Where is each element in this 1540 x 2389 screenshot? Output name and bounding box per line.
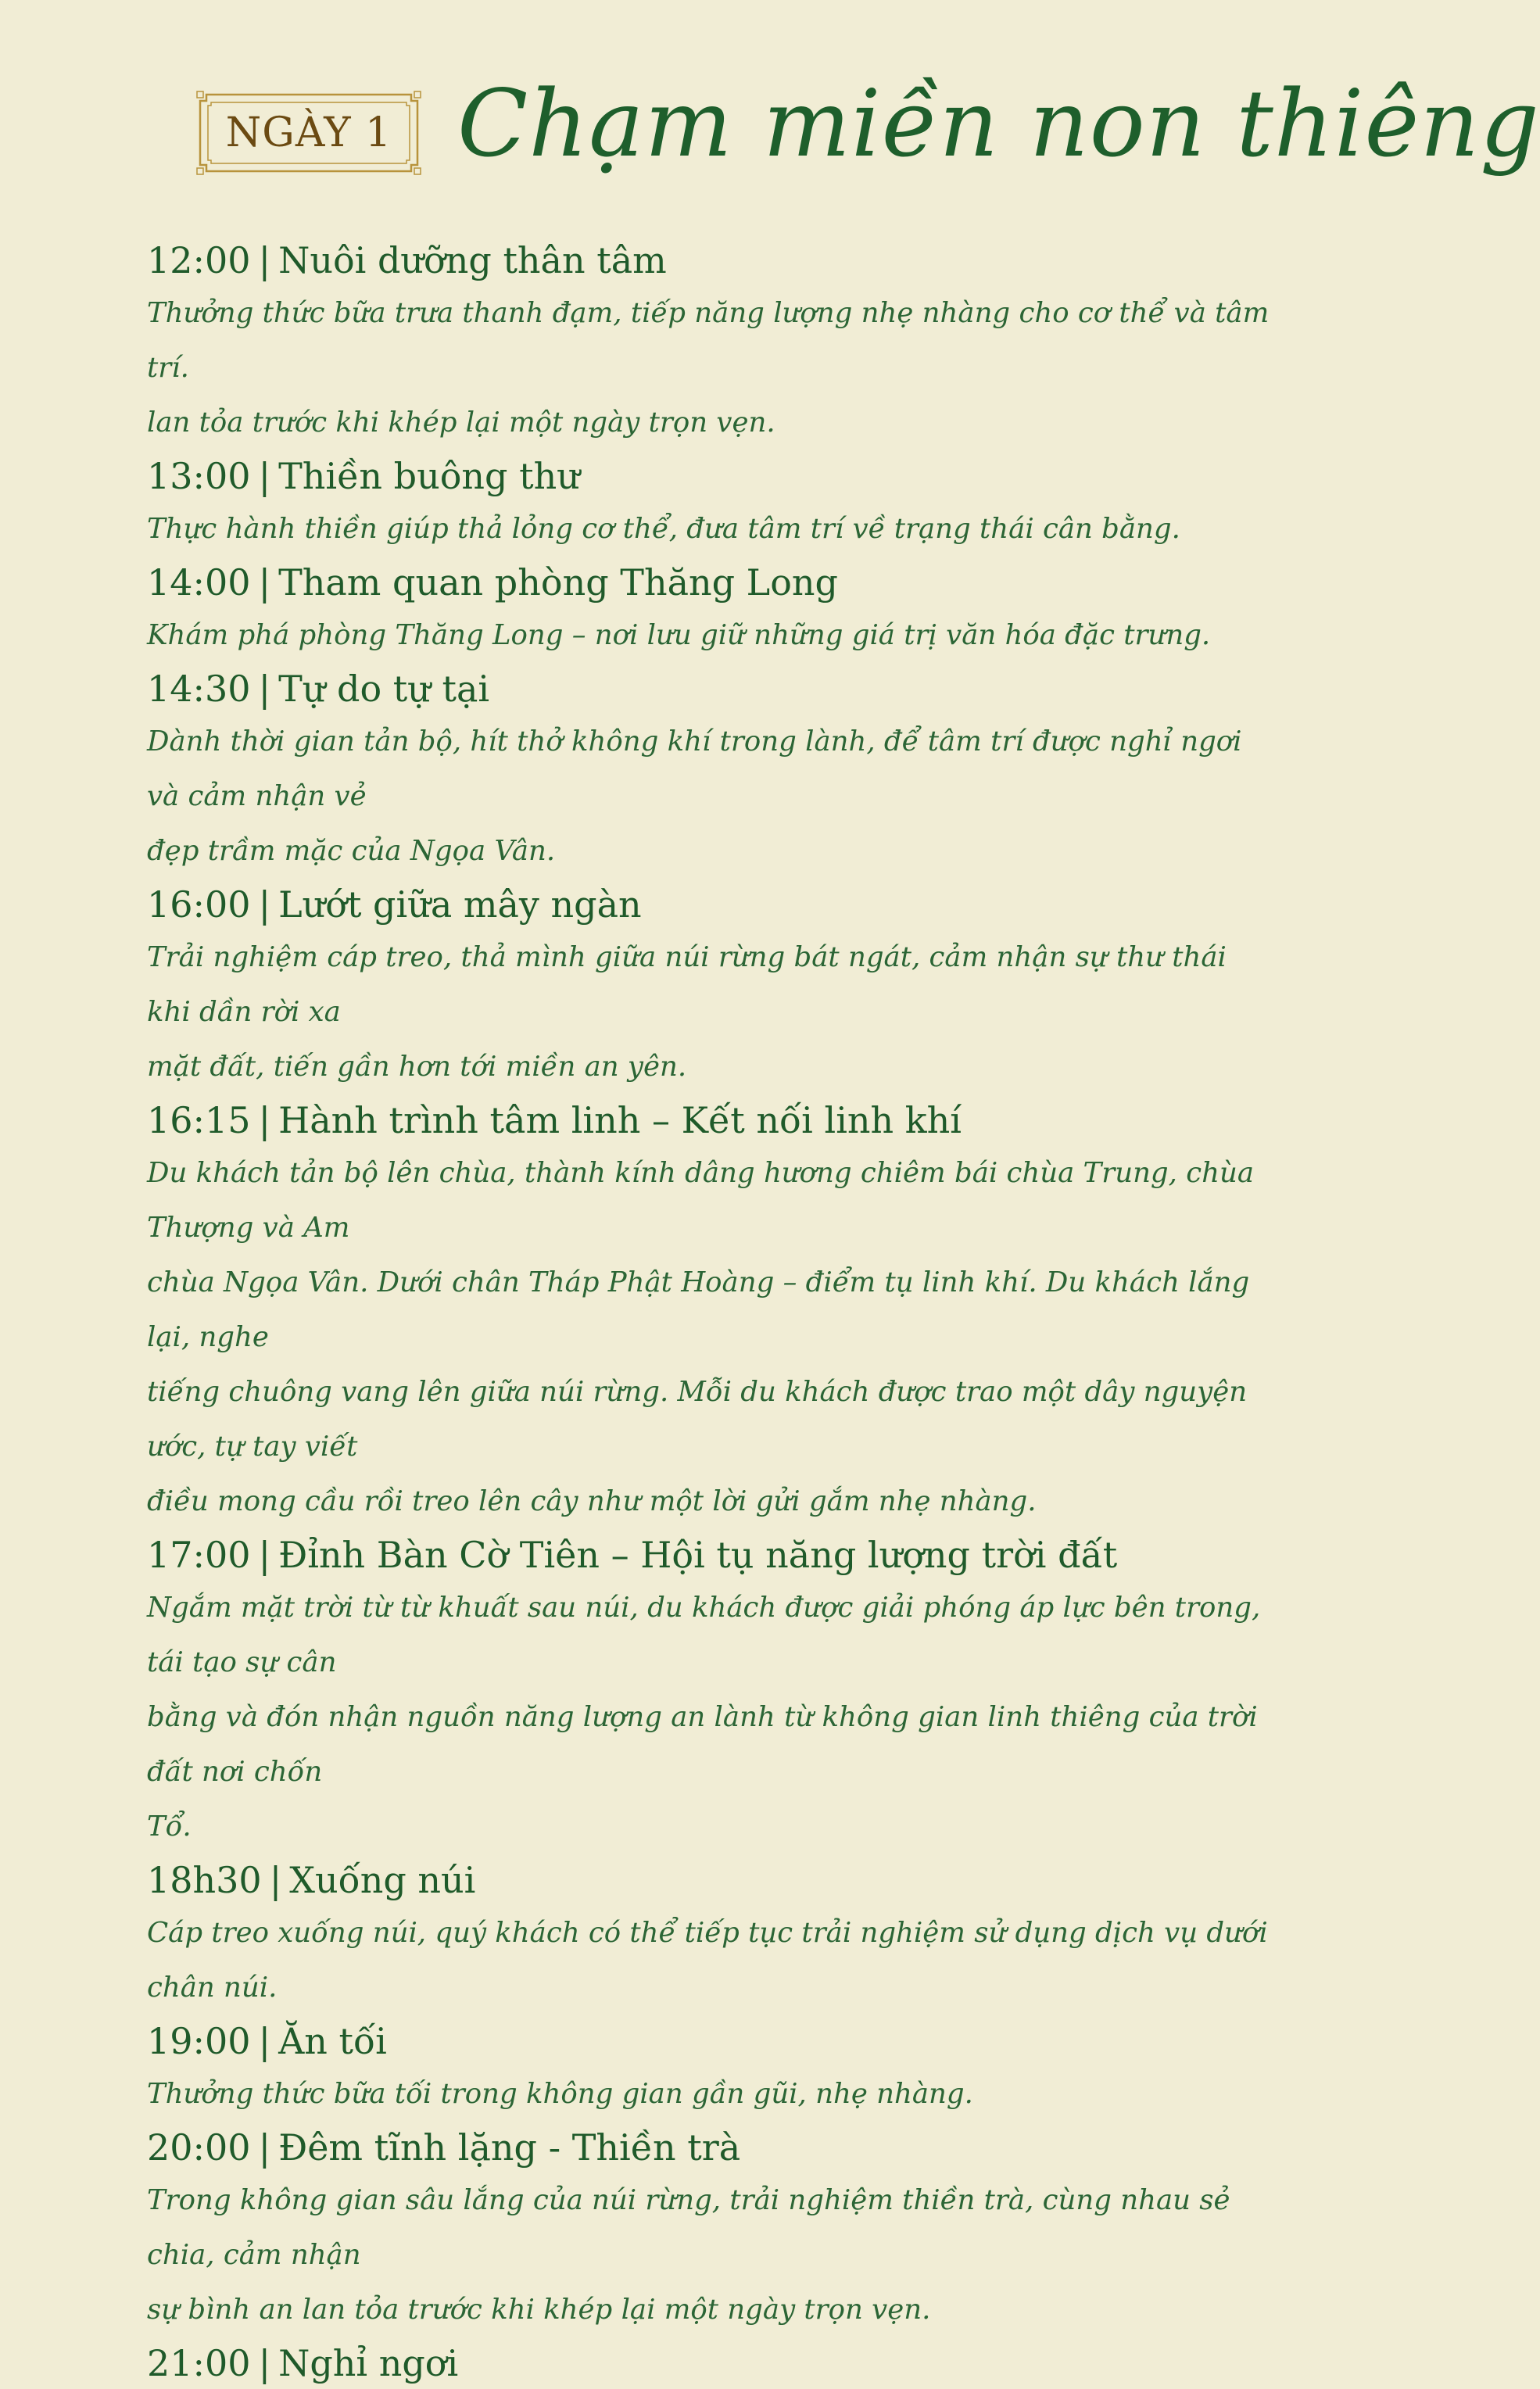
schedule-entry: [147, 1529, 1273, 1854]
entry-description-line: điều mong cầu rồi treo lên cây như một lời gửi gắm nhẹ nhàng.: [147, 1485, 1037, 1517]
entry-heading: [147, 663, 1273, 715]
entry-title: Thiền buông thư: [278, 455, 580, 497]
separator: |: [258, 668, 271, 710]
schedule-entry: [147, 557, 1273, 663]
entry-description-line: Dành thời gian tản bộ, hít thở không khí trong lành, để tâm trí được nghỉ ngơi và cảm nhận vẻ: [147, 725, 1242, 812]
entry-heading: [147, 235, 1273, 286]
entry-description-line: Ngắm mặt trời từ từ khuất sau núi, du khách được giải phóng áp lực bên trong, tái tạo sự cân: [147, 1592, 1261, 1678]
entry-description-line: đẹp trầm mặc của Ngọa Vân.: [147, 835, 556, 867]
schedule-entry: [147, 2015, 1273, 2122]
schedule-entry: [147, 879, 1273, 1094]
separator: |: [258, 239, 271, 281]
entry-time: 14:00: [147, 561, 251, 604]
page-title: Chạm miền non thiêng: [457, 70, 1540, 177]
entry-title: Tự do tự tại: [278, 668, 490, 710]
entry-heading: [147, 557, 1273, 608]
separator: |: [258, 2020, 271, 2062]
separator: |: [258, 455, 271, 497]
entry-description-line: chùa Ngọa Vân. Dưới chân Tháp Phật Hoàng – điểm tụ linh khí. Du khách lắng lại, nghe: [147, 1266, 1250, 1353]
entry-title: Nuôi dưỡng thân tâm: [278, 239, 667, 281]
day-badge-label: NGÀY 1: [225, 109, 392, 156]
entry-time: 19:00: [147, 2020, 251, 2062]
entry-title: Đỉnh Bàn Cờ Tiên – Hội tụ năng lượng trời đất: [278, 1534, 1118, 1576]
entry-heading: [147, 1854, 1273, 1906]
entry-description-line: Trải nghiệm cáp treo, thả mình giữa núi rừng bát ngát, cảm nhận sự thư thái khi dần rời xa: [147, 941, 1227, 1028]
entry-heading: [147, 2122, 1273, 2173]
entry-heading: [147, 2337, 1273, 2389]
separator: |: [258, 561, 271, 604]
schedule-list: [147, 235, 1273, 2389]
entry-time: 12:00: [147, 239, 251, 281]
entry-time: 16:00: [147, 883, 251, 926]
entry-time: 14:30: [147, 668, 251, 710]
entry-description-line: Cáp treo xuống núi, quý khách có thể tiếp tục trải nghiệm sử dụng dịch vụ dưới chân núi.: [147, 1917, 1268, 2004]
entry-description-line: Thưởng thức bữa tối trong không gian gần gũi, nhẹ nhàng.: [147, 2078, 973, 2110]
entry-title: Nghỉ ngơi: [278, 2342, 459, 2384]
entry-heading: [147, 2015, 1273, 2067]
separator: |: [258, 1534, 271, 1576]
entry-heading: [147, 450, 1273, 502]
separator: |: [269, 1859, 282, 1901]
entry-heading: [147, 1094, 1273, 1146]
entry-heading: [147, 879, 1273, 930]
schedule-entry: [147, 1094, 1273, 1529]
entry-description-line: Thực hành thiền giúp thả lỏng cơ thể, đưa tâm trí về trạng thái cân bằng.: [147, 513, 1180, 545]
separator: |: [258, 2126, 271, 2169]
entry-title: Đêm tĩnh lặng - Thiền trà: [278, 2126, 741, 2169]
entry-title: Hành trình tâm linh – Kết nối linh khí: [278, 1099, 962, 1141]
separator: |: [258, 1099, 271, 1141]
entry-description-line: Tổ.: [147, 1811, 192, 1843]
separator: |: [258, 883, 271, 926]
entry-title: Tham quan phòng Thăng Long: [278, 561, 838, 604]
entry-description-line: mặt đất, tiến gần hơn tới miền an yên.: [147, 1051, 687, 1083]
schedule-entry: [147, 450, 1273, 557]
entry-description-line: bằng và đón nhận nguồn năng lượng an lành từ không gian linh thiêng của trời đất nơi chốn: [147, 1701, 1258, 1788]
entry-description-line: sự bình an lan tỏa trước khi khép lại một ngày trọn vẹn.: [147, 2294, 931, 2326]
day-badge: [195, 90, 422, 176]
separator: |: [258, 2342, 271, 2384]
entry-description-line: Trong không gian sâu lắng của núi rừng, trải nghiệm thiền trà, cùng nhau sẻ chia, cảm nhận: [147, 2184, 1230, 2271]
entry-time: 18h30: [147, 1859, 262, 1901]
entry-time: 20:00: [147, 2126, 251, 2169]
entry-description-line: lan tỏa trước khi khép lại một ngày trọn vẹn.: [147, 407, 775, 439]
schedule-entry: [147, 2122, 1273, 2337]
schedule-entry: [147, 235, 1273, 450]
entry-title: Lướt giữa mây ngàn: [278, 883, 642, 926]
day-header: [195, 70, 1540, 231]
entry-time: 17:00: [147, 1534, 251, 1576]
entry-description-line: Thưởng thức bữa trưa thanh đạm, tiếp năng lượng nhẹ nhàng cho cơ thể và tâm trí.: [147, 297, 1270, 384]
entry-time: 13:00: [147, 455, 251, 497]
entry-title: Xuống núi: [289, 1859, 476, 1901]
schedule-entry: [147, 1854, 1273, 2015]
entry-title: Ăn tối: [278, 2020, 387, 2062]
entry-time: 16:15: [147, 1099, 251, 1141]
entry-description-line: tiếng chuông vang lên giữa núi rừng. Mỗi du khách được trao một dây nguyện ước, tự tay viết: [147, 1376, 1248, 1463]
entry-heading: [147, 1529, 1273, 1581]
entry-description-line: Khám phá phòng Thăng Long – nơi lưu giữ những giá trị văn hóa đặc trưng.: [147, 619, 1211, 651]
schedule-entry: [147, 2337, 1273, 2389]
schedule-entry: [147, 663, 1273, 879]
entry-time: 21:00: [147, 2342, 251, 2384]
entry-description-line: Du khách tản bộ lên chùa, thành kính dâng hương chiêm bái chùa Trung, chùa Thượng và Am: [147, 1157, 1254, 1244]
